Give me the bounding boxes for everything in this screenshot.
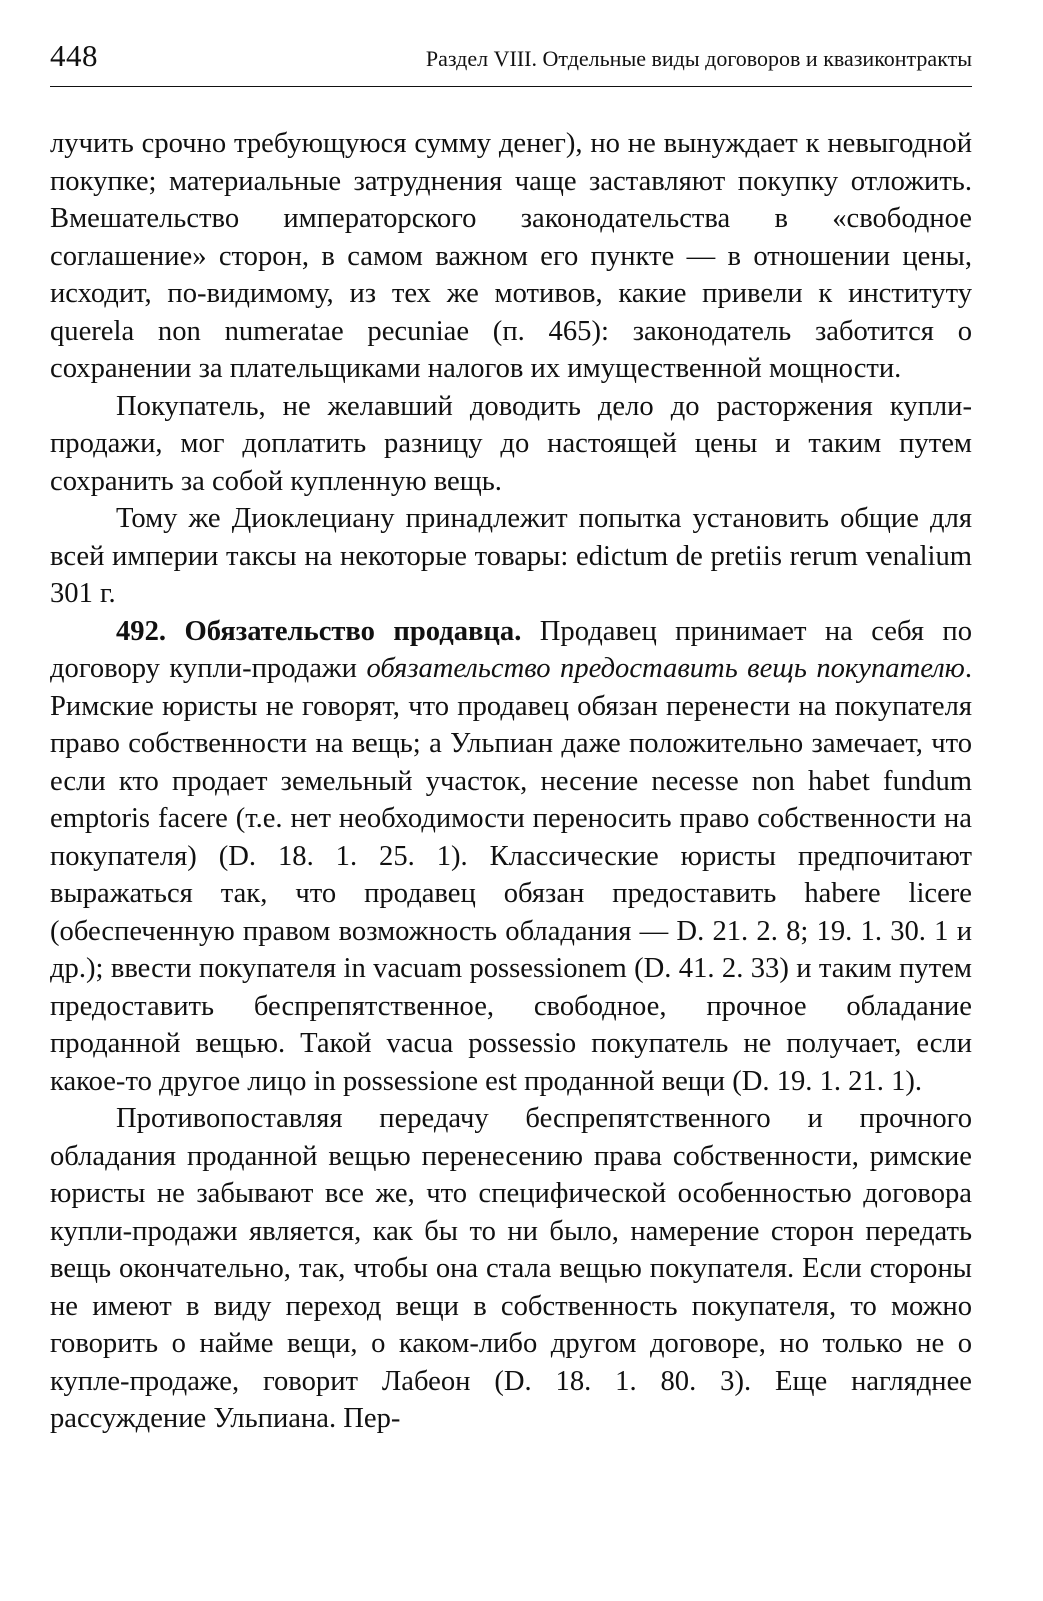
page-header xyxy=(50,38,972,87)
paragraph-diocletian-edict: Тому же Диоклециану принадлежит попытка установить общие для всей империи таксы на некоторые товары: edictum de pretiis rerum venalium 301 г. xyxy=(50,503,972,609)
page-number: 448 xyxy=(50,38,98,73)
body-text xyxy=(50,125,972,1438)
book-page xyxy=(50,38,972,1438)
paragraph-continuation: лучить срочно требующуюся сумму денег), но не вынуждает к невыгодной покупке; материальные затруднения чаще заставляют покупку отложить. Вмешательство императорского законодательства в «свободное соглашение» сторон, в самом важном его пункте — в отношении цены, исходит, по-видимому, из тех же мотивов, какие привели к институту querela non numeratae pecuniae (п. 465): законодатель заботится о сохранении за плательщиками налогов их имущественной мощности. xyxy=(50,128,972,384)
paragraph-text: Продавец принимает на себя по договору купли-продажи xyxy=(50,615,972,684)
paragraph-ownership-transfer: Противопоставляя передачу беспрепятственного и прочного обладания проданной вещью перенесению права собственности, римские юристы не забывают все же, что специфической особенностью договора купли-продажи является, как бы то ни было, намерение сторон передать вещь окончательно, так, чтобы она стала вещью покупателя. Если стороны не имеют в виду переход вещи в собственность покупателя, то можно говорить о найме вещи, о каком-либо другом договоре, но только не о купле-продаже, говорит Лабеон (D. 18. 1. 80. 3). Еще нагляднее рассуждение Ульпиана. Пер- xyxy=(50,1103,972,1434)
paragraph-text: . Римские юристы не говорят, что продавец обязан перенести на покупателя право собственности на вещь; а Ульпиан даже положительно замечает, что если кто продает земельный участок, несение necesse non habet fundum emptoris facere (т.е. нет необходимости переносить право собственности на покупателя) (D. 18. 1. 25. 1). Классические юристы предпочитают выражаться так, что продавец обязан предоставить habere licere (обеспеченную правом возможность обладания — D. 21. 2. 8; 19. 1. 30. 1 и др.); ввести покупателя in vacuam possessionem (D. 41. 2. 33) и таким путем предоставить беспрепятственное, свободное, прочное обладание проданной вещью. Такой vacua possessio покупатель не получает, если какое-то другое лицо in possessione est проданной вещи (D. 19. 1. 21. 1). xyxy=(50,653,973,1097)
running-title: Раздел VIII. Отдельные виды договоров и квазиконтракты xyxy=(425,46,972,71)
paragraph-seller-obligation xyxy=(50,613,972,1101)
emphasized-text: обязательство предоставить вещь покупателю xyxy=(366,653,965,684)
section-heading: 492. Обязательство продавца. xyxy=(116,615,522,647)
paragraph-buyer-surcharge: Покупатель, не желавший доводить дело до расторжения купли-продажи, мог доплатить разницу до настоящей цены и таким путем сохранить за собой купленную вещь. xyxy=(50,390,972,497)
